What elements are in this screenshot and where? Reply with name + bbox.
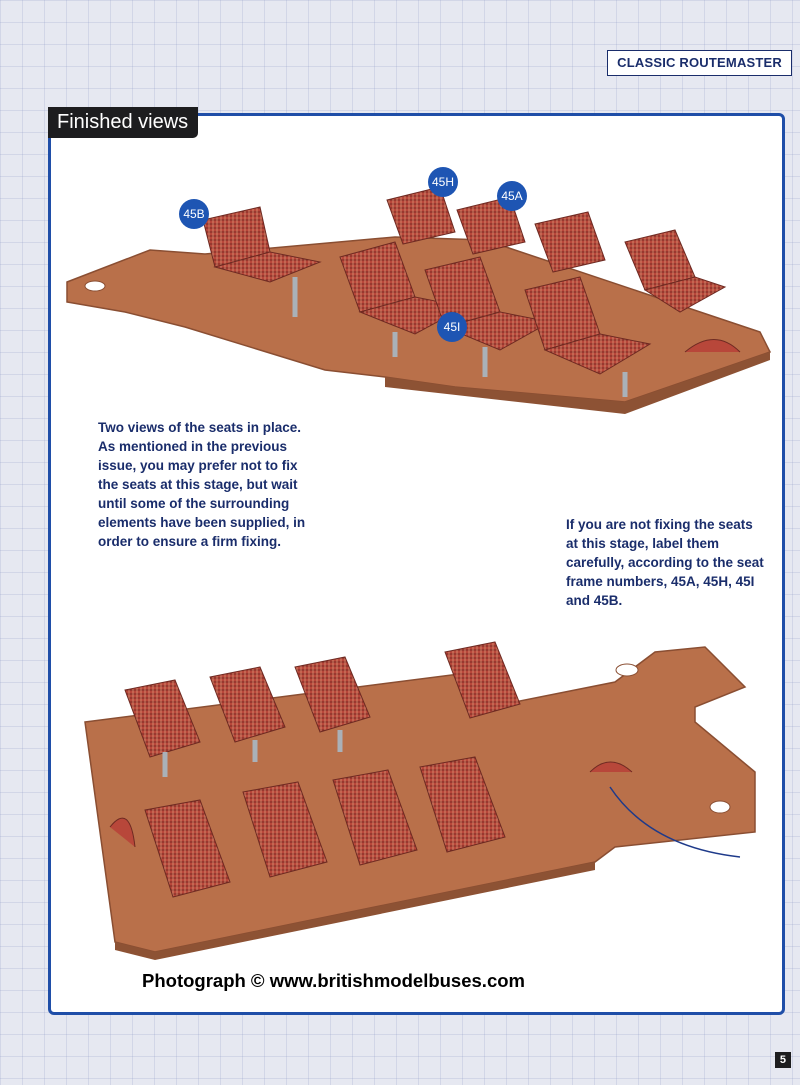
frame-badge-45i <box>437 312 467 342</box>
section-title: Finished views <box>48 107 198 138</box>
svg-text:45A: 45A <box>501 189 523 203</box>
frame-badge-45a <box>497 181 527 211</box>
caption-left: Two views of the seats in place. As mentioned in the previous issue, you may prefer not to fix the seats at this stage, but wait until some of the surrounding elements have been supplied, in order to ensure a firm fixing. <box>98 420 306 549</box>
seats-view-top <box>55 162 780 462</box>
frame-badge-45h <box>428 167 458 197</box>
seats-view-bottom <box>55 612 780 962</box>
photo-credit: Photograph © www.britishmodelbuses.com <box>142 970 525 991</box>
svg-text:45H: 45H <box>431 175 455 189</box>
frame-badge-45b <box>179 199 209 229</box>
svg-text:45I: 45I <box>443 320 461 334</box>
series-title: CLASSIC ROUTEMASTER <box>607 50 792 76</box>
svg-text:45B: 45B <box>183 207 205 221</box>
page-number: 5 <box>775 1052 791 1068</box>
caption-right: If you are not fixing the seats at this stage, label them carefully, according to the seat frame numbers, 45A, 45H, 45I and 45B. <box>566 517 764 608</box>
